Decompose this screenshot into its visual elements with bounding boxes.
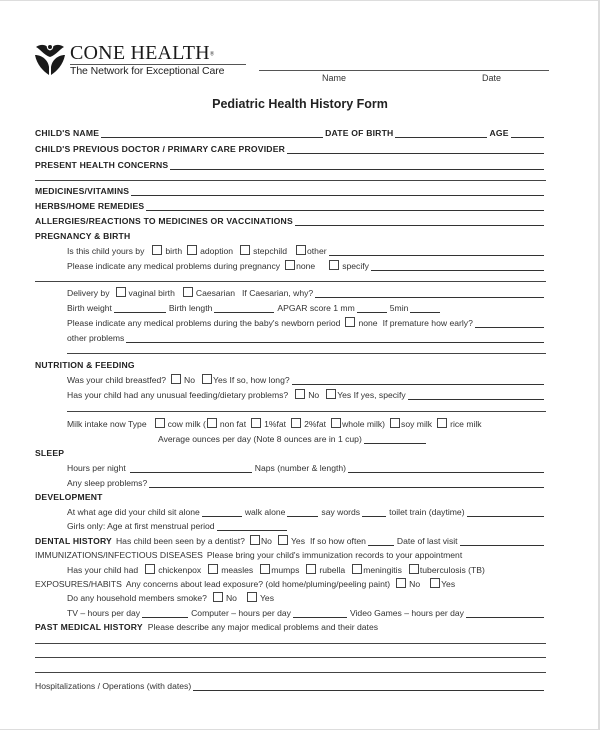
row-lead xyxy=(35,575,546,589)
row-hospitalizations xyxy=(35,677,546,691)
other-problems-line-2[interactable] xyxy=(67,353,546,354)
diseases-had-label: Has your child had xyxy=(67,565,139,575)
row-smoke xyxy=(67,589,546,603)
2pct-fat-option: 2%fat xyxy=(304,419,327,429)
preg-specify-checkbox[interactable] xyxy=(329,260,339,270)
sit-alone-field[interactable] xyxy=(202,506,242,517)
allergies-field[interactable] xyxy=(295,215,544,226)
dentist-no-checkbox[interactable] xyxy=(250,535,260,545)
past-history-note: Please describe any major medical problems and their dates xyxy=(147,622,379,632)
adoption-checkbox[interactable] xyxy=(187,245,197,255)
feeding-specify-field[interactable] xyxy=(408,389,544,400)
row-diseases xyxy=(67,561,546,575)
pregnancy-heading-row xyxy=(35,227,546,241)
preg-specify-option: specify xyxy=(342,261,369,271)
other-option: other xyxy=(307,246,327,256)
breastfed-no-checkbox[interactable] xyxy=(171,374,181,384)
rice-milk-option: rice milk xyxy=(450,419,482,429)
lead-no-option: No xyxy=(409,579,421,589)
how-often-field[interactable] xyxy=(368,535,394,546)
tuberculosis-checkbox[interactable] xyxy=(409,564,419,574)
hours-per-night-field[interactable] xyxy=(130,462,252,473)
mumps-checkbox[interactable] xyxy=(260,564,270,574)
measles-option: measles xyxy=(221,565,254,575)
breastfed-label: Was your child breastfed? xyxy=(67,375,167,385)
row-avg-ounces xyxy=(158,430,546,444)
naps-field[interactable] xyxy=(348,462,544,473)
breastfed-no-option: No xyxy=(184,375,196,385)
childs-name-field[interactable] xyxy=(101,127,323,138)
sleep-heading-row xyxy=(35,444,546,458)
age-field[interactable] xyxy=(511,127,544,138)
sit-alone-label: At what age did your child sit alone xyxy=(67,507,200,517)
how-often-label: If so how often xyxy=(310,536,366,546)
immunizations-heading: IMMUNIZATIONS/INFECTIOUS DISEASES xyxy=(35,550,203,560)
dob-label: DATE OF BIRTH xyxy=(325,128,394,138)
row-immunizations xyxy=(35,546,546,560)
herbs-field[interactable] xyxy=(146,200,544,211)
apgar-5-field[interactable] xyxy=(410,302,440,313)
vaginal-option: vaginal birth xyxy=(128,288,175,298)
measles-checkbox[interactable] xyxy=(208,564,218,574)
row-prev-doctor xyxy=(35,140,546,154)
chickenpox-checkbox[interactable] xyxy=(145,564,155,574)
dentist-no-option: No xyxy=(260,536,272,546)
premature-label: If premature how early? xyxy=(382,318,473,328)
past-history-line-1[interactable] xyxy=(35,643,546,644)
preg-specify-field[interactable] xyxy=(371,260,544,271)
row-medicines xyxy=(35,182,546,196)
toilet-train-field[interactable] xyxy=(467,506,544,517)
sleep-heading: SLEEP xyxy=(35,448,65,458)
vaginal-checkbox[interactable] xyxy=(116,287,126,297)
smoke-no-checkbox[interactable] xyxy=(213,592,223,602)
hospitalizations-label: Hospitalizations / Operations (with dates) xyxy=(35,681,192,691)
breastfed-how-long-field[interactable] xyxy=(292,374,544,385)
whole-milk-option: whole milk) xyxy=(342,419,386,429)
2pct-fat-checkbox[interactable] xyxy=(291,418,301,428)
stepchild-option: stepchild xyxy=(253,246,287,256)
row-herbs xyxy=(35,197,546,211)
computer-field[interactable] xyxy=(293,607,347,618)
birth-option: birth xyxy=(165,246,183,256)
row-screen-time xyxy=(67,604,546,618)
lead-yes-checkbox[interactable] xyxy=(430,578,440,588)
development-heading-row xyxy=(35,488,546,502)
other-checkbox[interactable] xyxy=(296,245,306,255)
tv-field[interactable] xyxy=(142,607,188,618)
caesarian-why-field[interactable] xyxy=(315,287,544,298)
past-history-line-3[interactable] xyxy=(35,672,546,673)
walk-alone-label: walk alone xyxy=(244,507,286,517)
1pct-fat-option: 1%fat xyxy=(264,419,287,429)
date-label: Date xyxy=(482,73,502,83)
age-label: AGE xyxy=(489,128,509,138)
video-games-field[interactable] xyxy=(466,607,544,618)
walk-alone-field[interactable] xyxy=(287,506,318,517)
concerns-label: PRESENT HEALTH CONCERNS xyxy=(35,160,169,170)
mumps-option: mumps xyxy=(271,565,300,575)
girls-only-label: Girls only: Age at first menstrual period xyxy=(67,521,215,531)
non-fat-option: non fat xyxy=(219,419,247,429)
feeding-yes-option: Yes If yes, specify xyxy=(337,390,406,400)
row-yours-by xyxy=(67,242,546,256)
row-breastfed xyxy=(67,371,546,385)
dental-heading: DENTAL HISTORY xyxy=(35,536,112,546)
apgar-5-label: 5min xyxy=(389,303,409,313)
preg-specify-line-2[interactable] xyxy=(35,281,546,282)
apgar-1-field[interactable] xyxy=(357,302,387,313)
row-sleep-problems xyxy=(67,474,546,488)
caesarian-option: Caesarian xyxy=(195,288,236,298)
newborn-none-checkbox[interactable] xyxy=(345,317,355,327)
immunizations-note: Please bring your child's immunization records to your appointment xyxy=(206,550,463,560)
dentist-seen-label: Has child been seen by a dentist? xyxy=(115,536,245,546)
birth-weight-label: Birth weight xyxy=(67,303,112,313)
smoke-yes-checkbox[interactable] xyxy=(247,592,257,602)
dentist-yes-checkbox[interactable] xyxy=(278,535,288,545)
other-problems-field[interactable] xyxy=(126,332,544,343)
nutrition-heading-row xyxy=(35,356,546,370)
lead-no-checkbox[interactable] xyxy=(396,578,406,588)
soy-milk-option: soy milk xyxy=(401,419,433,429)
naps-label: Naps (number & length) xyxy=(254,463,346,473)
delivery-label: Delivery by xyxy=(67,288,110,298)
say-words-label: say words xyxy=(321,507,361,517)
feeding-no-checkbox[interactable] xyxy=(295,389,305,399)
hours-per-night-label: Hours per night xyxy=(67,463,126,473)
lead-label: Any concerns about lead exposure? (old home/pluming/peeling paint) xyxy=(125,579,391,589)
caesarian-checkbox[interactable] xyxy=(183,287,193,297)
row-other-problems xyxy=(67,329,546,343)
meningitis-checkbox[interactable] xyxy=(352,564,362,574)
rubella-option: rubella xyxy=(319,565,346,575)
whole-milk-checkbox[interactable] xyxy=(331,418,341,428)
past-history-line-2[interactable] xyxy=(35,657,546,658)
sleep-problems-field[interactable] xyxy=(149,477,544,488)
birth-length-label: Birth length xyxy=(168,303,213,313)
form-title: Pediatric Health History Form xyxy=(212,97,388,111)
row-girls-only xyxy=(67,517,546,531)
newborn-none-option: none xyxy=(358,318,378,328)
apgar-1-label: APGAR score 1 mm xyxy=(277,303,355,313)
concerns-field[interactable] xyxy=(170,159,544,170)
herbs-label: HERBS/HOME REMEDIES xyxy=(35,201,145,211)
milk-intake-label: Milk intake now Type xyxy=(67,419,147,429)
row-sleep-hours xyxy=(67,459,546,473)
avg-ounces-label: Average ounces per day (Note 8 ounces are in 1 cup) xyxy=(158,434,362,444)
row-allergies xyxy=(35,212,546,226)
smoke-no-option: No xyxy=(225,593,237,603)
row-dental xyxy=(35,532,546,546)
video-games-label: Video Games – hours per day xyxy=(349,608,464,618)
exposures-heading: EXPOSURES/HABITS xyxy=(35,579,122,589)
name-label: Name xyxy=(322,73,347,83)
birth-checkbox[interactable] xyxy=(152,245,162,255)
smoke-label: Do any household members smoke? xyxy=(67,593,207,603)
row-birth-stats xyxy=(67,299,546,313)
yours-by-label: Is this child yours by xyxy=(67,246,145,256)
feeding-label: Has your child had any unusual feeding/dietary problems? xyxy=(67,390,289,400)
birth-length-field[interactable] xyxy=(214,302,274,313)
newborn-problems-label: Please indicate any medical problems during the baby's newborn period xyxy=(67,318,341,328)
dob-field[interactable] xyxy=(395,127,487,138)
toilet-train-label: toilet train (daytime) xyxy=(389,507,465,517)
last-visit-label: Date of last visit xyxy=(396,536,458,546)
row-past-history xyxy=(35,618,546,632)
medicines-label: MEDICINES/VITAMINS xyxy=(35,186,130,196)
computer-label: Computer – hours per day xyxy=(191,608,291,618)
smoke-yes-option: Yes xyxy=(259,593,274,603)
row-milk xyxy=(67,415,546,429)
nutrition-heading: NUTRITION & FEEDING xyxy=(35,360,135,370)
name-date-field[interactable] xyxy=(259,70,549,71)
past-history-heading: PAST MEDICAL HISTORY xyxy=(35,622,143,632)
feeding-no-option: No xyxy=(308,390,320,400)
say-words-field[interactable] xyxy=(362,506,386,517)
adoption-option: adoption xyxy=(200,246,234,256)
row-feeding xyxy=(67,386,546,400)
medicines-field[interactable] xyxy=(131,185,544,196)
tv-label: TV – hours per day xyxy=(67,608,141,618)
row-milestones xyxy=(67,503,546,517)
development-heading: DEVELOPMENT xyxy=(35,492,103,502)
preg-problems-label: Please indicate any medical problems during pregnancy xyxy=(67,261,281,271)
birth-weight-field[interactable] xyxy=(114,302,166,313)
cow-milk-checkbox[interactable] xyxy=(155,418,165,428)
allergies-label: ALLERGIES/REACTIONS TO MEDICINES OR VACCINATIONS xyxy=(35,216,293,226)
cone-health-logo-icon xyxy=(34,41,66,77)
lead-yes-option: Yes xyxy=(441,579,456,589)
non-fat-checkbox[interactable] xyxy=(207,418,217,428)
1pct-fat-checkbox[interactable] xyxy=(251,418,261,428)
preg-none-option: none xyxy=(296,261,316,271)
meningitis-option: meningitis xyxy=(363,565,402,575)
premature-field[interactable] xyxy=(475,317,544,328)
tuberculosis-option: tuberculosis (TB) xyxy=(419,565,485,575)
concerns-field-line-2[interactable] xyxy=(35,180,546,181)
menstrual-age-field[interactable] xyxy=(217,520,287,531)
logo-name: CONE HEALTH® xyxy=(70,42,215,64)
other-problems-label: other problems xyxy=(67,333,125,343)
childs-name-label: CHILD'S NAME xyxy=(35,128,100,138)
stepchild-checkbox[interactable] xyxy=(240,245,250,255)
sleep-problems-label: Any sleep problems? xyxy=(67,478,148,488)
row-preg-problems xyxy=(67,257,546,271)
prev-doctor-label: CHILD'S PREVIOUS DOCTOR / PRIMARY CARE PROVIDER xyxy=(35,144,286,154)
pregnancy-heading: PREGNANCY & BIRTH xyxy=(35,231,131,241)
feeding-specify-line-2[interactable] xyxy=(67,411,546,412)
avg-ounces-field[interactable] xyxy=(364,433,426,444)
hospitalizations-field[interactable] xyxy=(193,680,544,691)
row-delivery xyxy=(67,284,546,298)
logo-tagline: The Network for Exceptional Care xyxy=(70,65,225,77)
last-visit-field[interactable] xyxy=(460,535,544,546)
preg-none-checkbox[interactable] xyxy=(285,260,295,270)
row-childs-name xyxy=(35,124,546,138)
dentist-yes-option: Yes xyxy=(290,536,305,546)
rubella-checkbox[interactable] xyxy=(306,564,316,574)
prev-doctor-field[interactable] xyxy=(287,143,544,154)
chickenpox-option: chickenpox xyxy=(158,565,202,575)
other-field[interactable] xyxy=(329,245,544,256)
breastfed-yes-checkbox[interactable] xyxy=(202,374,212,384)
soy-milk-checkbox[interactable] xyxy=(390,418,400,428)
row-newborn xyxy=(67,314,546,328)
row-concerns xyxy=(35,156,546,170)
breastfed-yes-option: Yes If so, how long? xyxy=(213,375,290,385)
feeding-yes-checkbox[interactable] xyxy=(326,389,336,399)
rice-milk-checkbox[interactable] xyxy=(437,418,447,428)
cow-milk-option: cow milk ( xyxy=(167,419,206,429)
caesarian-why-label: If Caesarian, why? xyxy=(242,288,314,298)
